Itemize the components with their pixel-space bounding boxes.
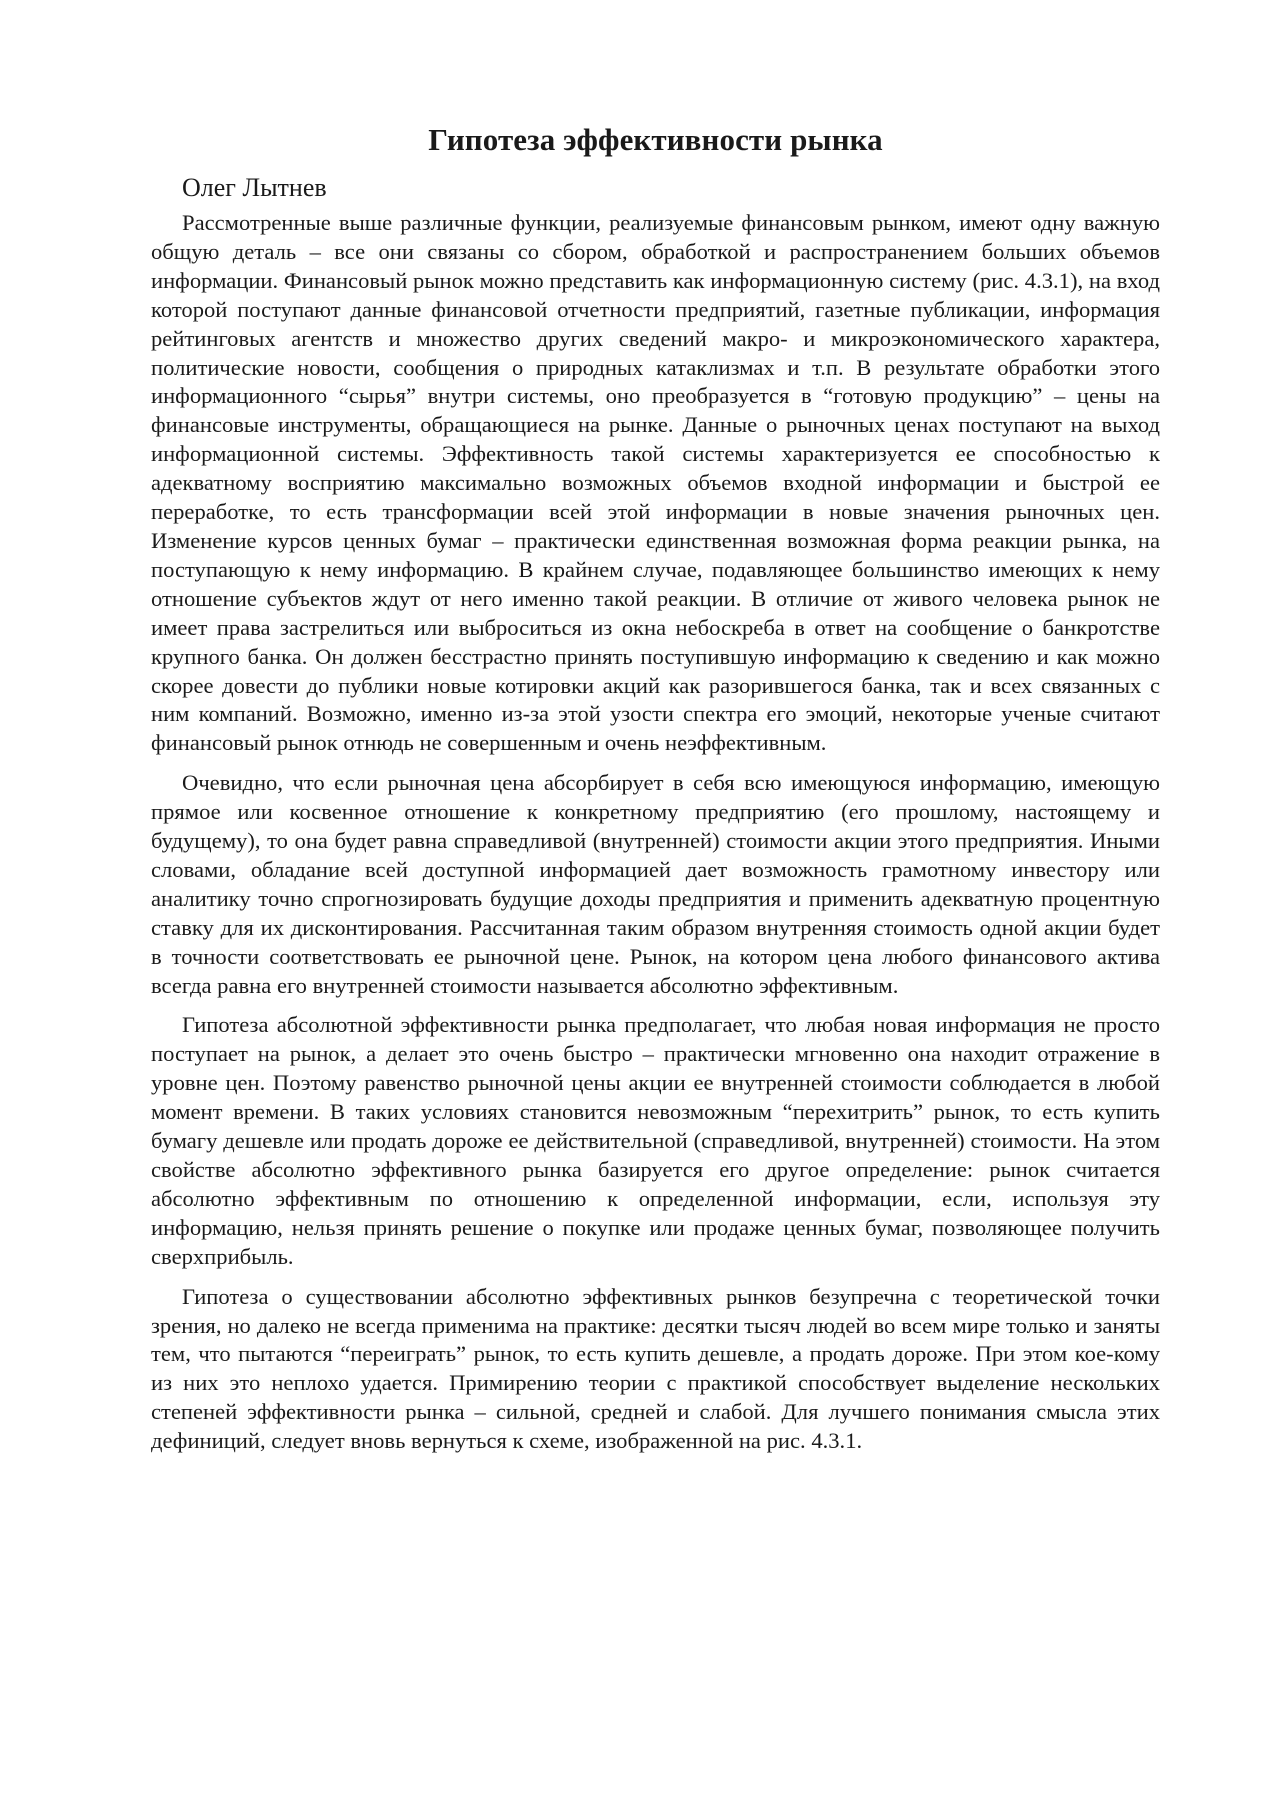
paragraph-1: Рассмотренные выше различные функции, реализуемые финансовым рынком, имеют одну важную общую деталь – все они связаны со сбором, обработкой и распространением больших объемов информации. Финансовый рынок можно представить как информационную систему (рис. 4.3.1), на вход которой поступают данные финансовой отчетности предприятий, газетные публикации, информация рейтинговых агентств и множество других сведений макро- и микроэкономического характера, политические новости, сообщения о природных катаклизмах и т.п. В результате обработки этого информационного “сырья” внутри системы, оно преобразуется в “готовую продукцию” – цены на финансовые инструменты, обращающиеся на рынке. Данные о рыночных ценах поступают на выход информационной системы. Эффективность такой системы характеризуется ее способностью к адекватному восприятию максимально возможных объемов входной информации и быстрой ее переработке, то есть трансформации всей этой информации в новые значения рыночных цен. Изменение курсов ценных бумаг – практически единственная возможная форма реакции рынка, на поступающую к нему информацию. В крайнем случае, подавляющее большинство имеющих к нему отношение субъектов ждут от него именно такой реакции. В отличие от живого человека рынок не имеет права застрелиться или выброситься из окна небоскреба в ответ на сообщение о банкротстве крупного банка. Он должен бесстрастно принять поступившую информацию к сведению и как можно скорее довести до публики новые котировки акций как разорившегося банка, так и всех связанных с ним компаний. Возможно, именно из-за этой узости спектра его эмоций, некоторые ученые считают финансовый рынок отнюдь не совершенным и очень неэффективным.: [151, 210, 1160, 756]
document-title: Гипотеза эффективности рынка: [428, 122, 883, 157]
document-author: Олег Лытнев: [182, 173, 327, 202]
document-body: [151, 120, 1160, 1456]
paragraph-2: Очевидно, что если рыночная цена абсорбирует в себя всю имеющуюся информацию, имеющую прямое или косвенное отношение к конкретному предприятию (его прошлому, настоящему и будущему), то она будет равна справедливой (внутренней) стоимости акции этого предприятия. Иными словами, обладание всей доступной информацией дает возможность грамотному инвестору или аналитику точно спрогнозировать будущие доходы предприятия и применить адекватную процентную ставку для их дисконтирования. Рассчитанная таким образом внутренняя стоимость одной акции будет в точности соответствовать ее рыночной цене. Рынок, на котором цена любого финансового актива всегда равна его внутренней стоимости называется абсолютно эффективным.: [151, 770, 1160, 998]
paragraph-3: Гипотеза абсолютной эффективности рынка предполагает, что любая новая информация не просто поступает на рынок, а делает это очень быстро – практически мгновенно она находит отражение в уровне цен. Поэтому равенство рыночной цены акции ее внутренней стоимости соблюдается в любой момент времени. В таких условиях становится невозможным “перехитрить” рынок, то есть купить бумагу дешевле или продать дороже ее действительной (справедливой, внутренней) стоимости. На этом свойстве абсолютно эффективного рынка базируется его другое определение: рынок считается абсолютно эффективным по отношению к определенной информации, если, используя эту информацию, нельзя принять решение о покупке или продаже ценных бумаг, позволяющее получить сверхприбыль.: [151, 1012, 1160, 1269]
paragraph-4: Гипотеза о существовании абсолютно эффективных рынков безупречна с теоретической точки зрения, но далеко не всегда применима на практике: десятки тысяч людей во всем мире только и заняты тем, что пытаются “переиграть” рынок, то есть купить дешевле, а продать дороже. При этом кое-кому из них это неплохо удается. Примирению теории с практикой способствует выделение нескольких степеней эффективности рынка – сильной, средней и слабой. Для лучшего понимания смысла этих дефиниций, следует вновь вернуться к схеме, изображенной на рис. 4.3.1.: [151, 1283, 1160, 1454]
